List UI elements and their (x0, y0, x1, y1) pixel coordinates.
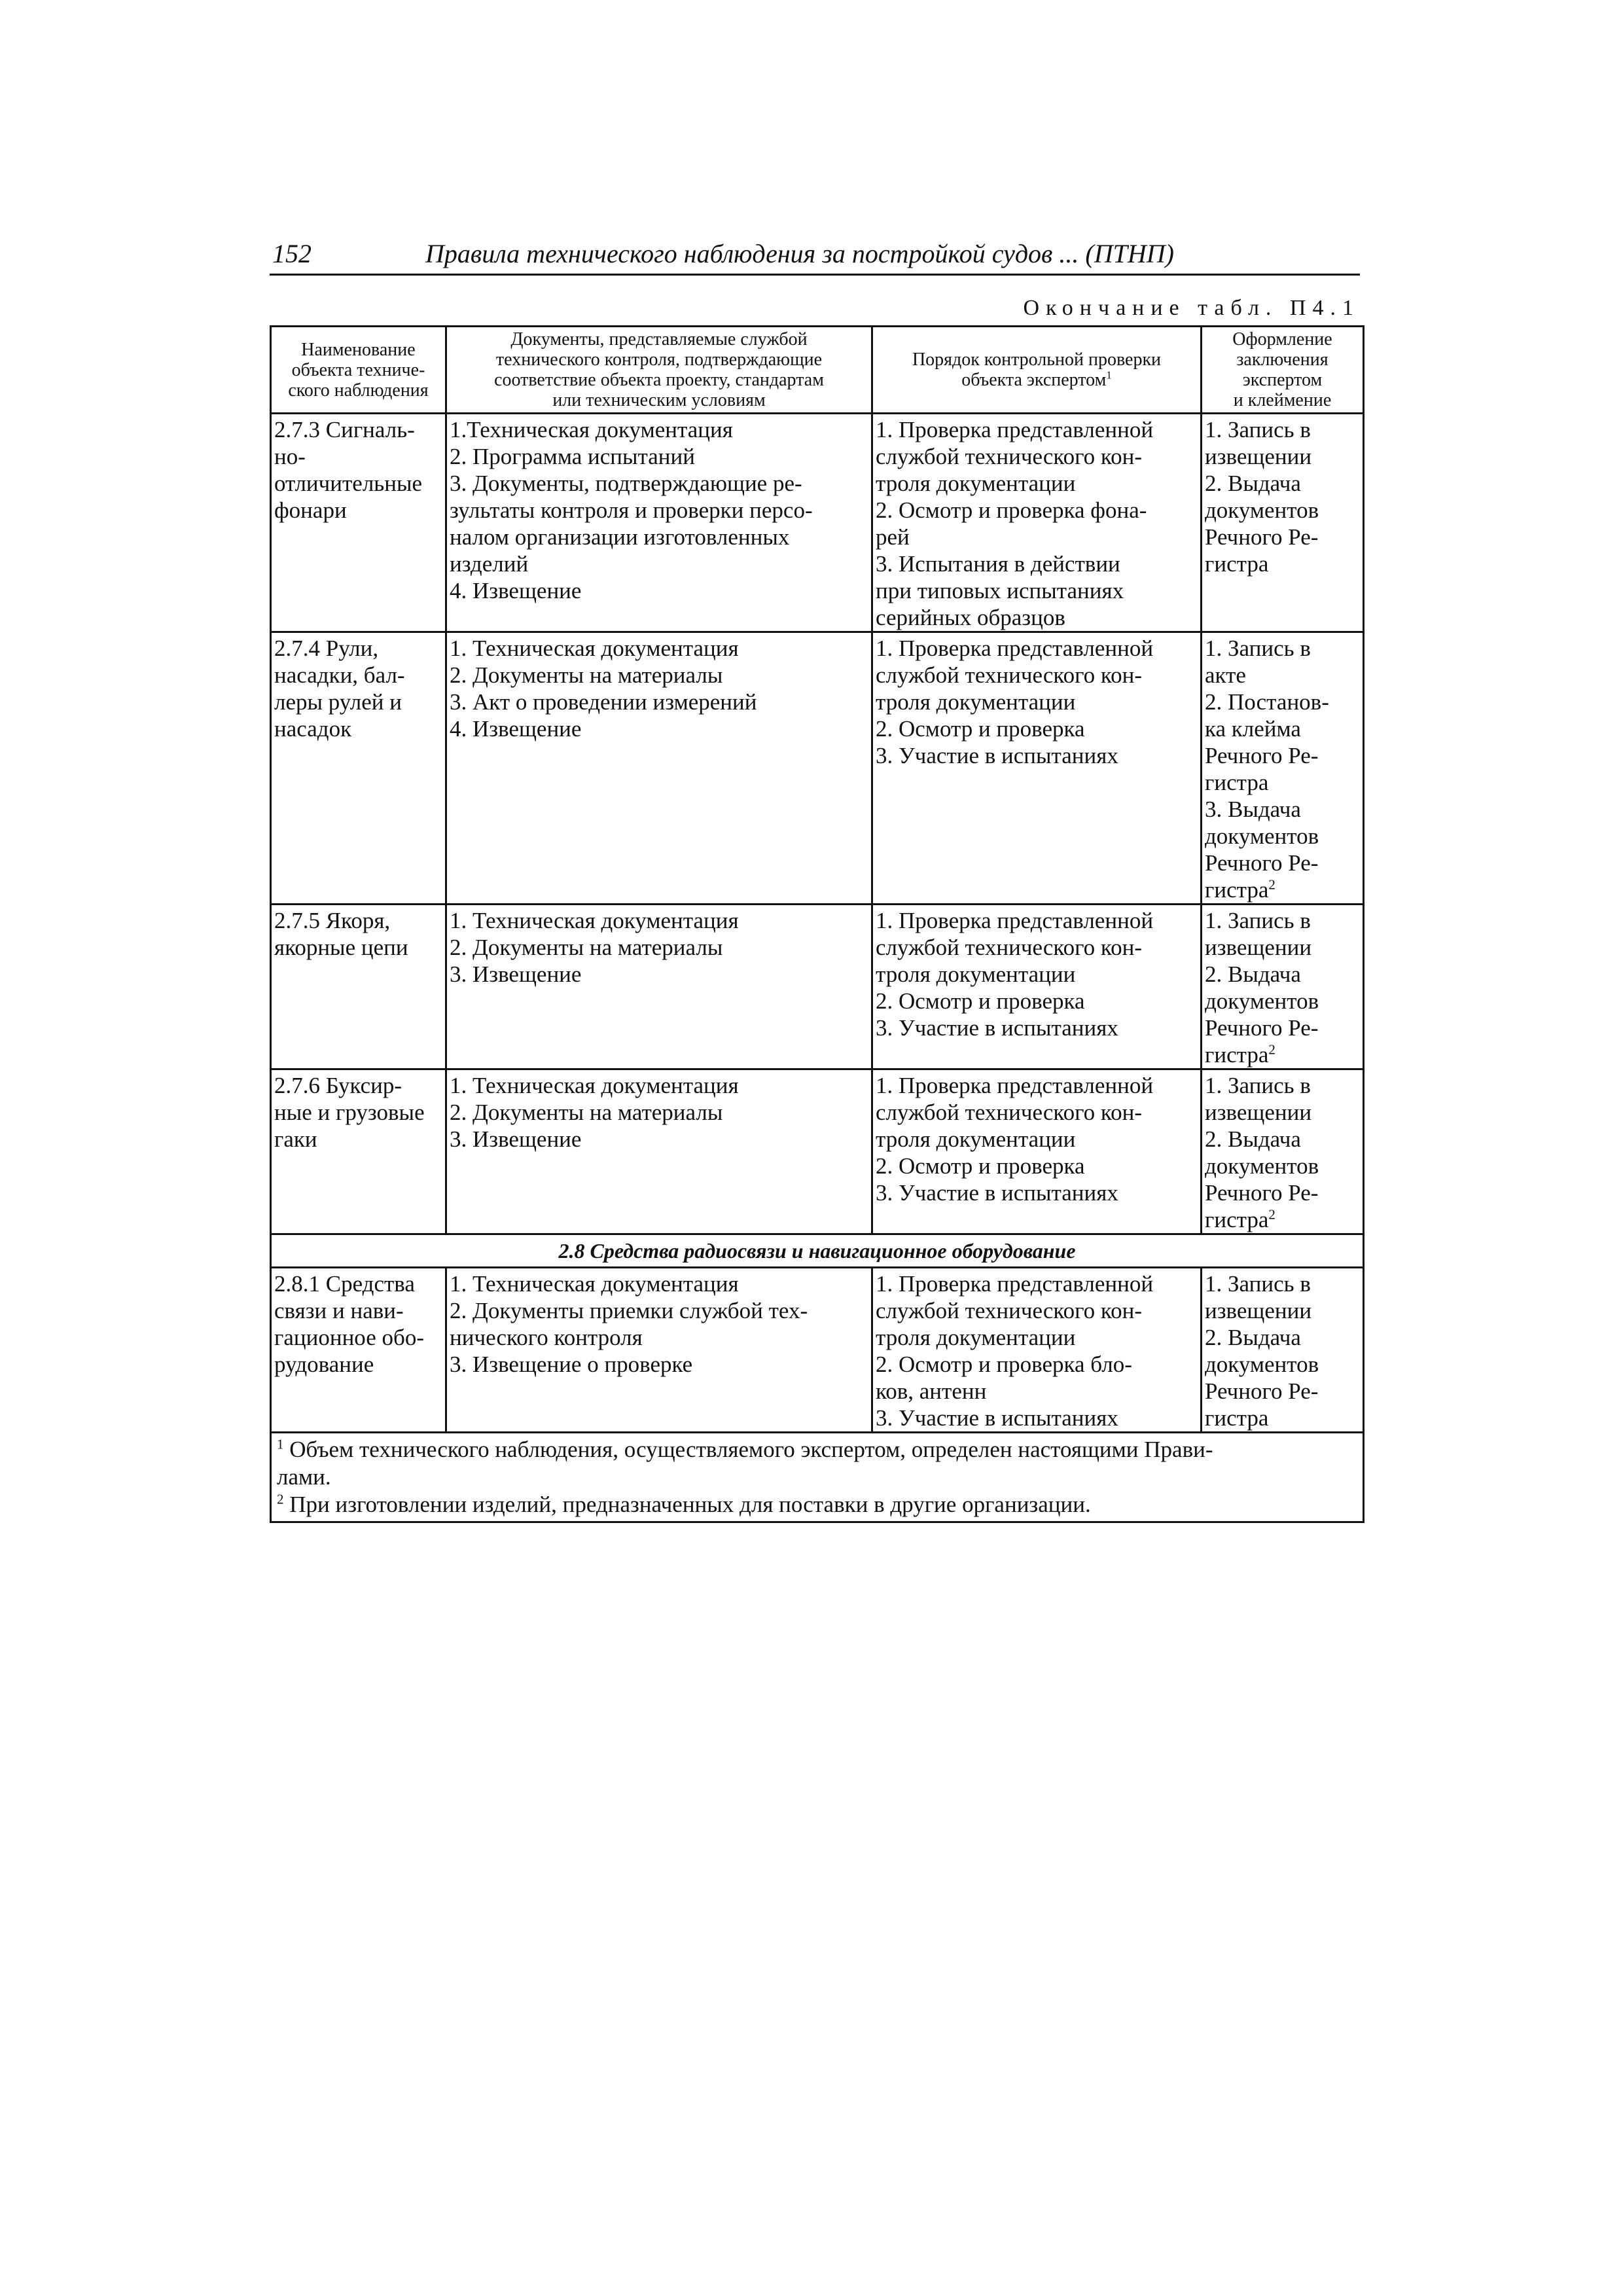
cell-line: зультаты контроля и проверки персо- (450, 497, 813, 523)
cell-line: 4. Извещение (450, 578, 582, 603)
cell-line: Речного Ре- (1205, 850, 1319, 876)
cell-line: гистра$^2$ (1205, 1206, 1275, 1232)
cell-line: 1. Запись в (1205, 908, 1311, 933)
conclusion-cell (1202, 414, 1364, 632)
table-row (271, 1268, 1364, 1433)
cell-line: 2. Осмотр и проверка (876, 988, 1085, 1014)
cell-line: ка клейма (1205, 716, 1301, 742)
cell-line: 2. Выдача (1205, 1325, 1301, 1350)
cell-line: или техническим условиям (552, 390, 766, 410)
footnote-mark: 2 (1268, 1041, 1275, 1058)
cell-line: службой технического кон- (876, 1100, 1142, 1125)
cell-line: нического контроля (450, 1325, 643, 1350)
cell-line: 2. Выдача (1205, 471, 1301, 496)
cell-line: 2. Программа испытаний (450, 444, 695, 469)
cell-line: службой технического кон- (876, 444, 1142, 469)
documents-cell (446, 1069, 872, 1234)
cell-line: заключения (1236, 350, 1329, 370)
procedure-cell (872, 632, 1202, 905)
cell-line: 1. Техническая документация (450, 1073, 739, 1098)
header-lines (448, 329, 870, 410)
column-header-procedure (872, 327, 1202, 414)
cell-line: документов (1205, 497, 1319, 523)
header-lines (1204, 329, 1361, 410)
cell-line: Речного Ре- (1205, 1378, 1319, 1404)
cell-line: троля документации (876, 1325, 1076, 1350)
cell-line: рей (876, 524, 910, 550)
cell-line: документов (1205, 1352, 1319, 1377)
cell-line: службой технического кон- (876, 662, 1142, 688)
table-caption: Окончание табл. П4.1 (1023, 296, 1360, 320)
section-row (271, 1234, 1364, 1268)
cell-line: и клеймение (1233, 390, 1332, 410)
footnote (277, 1436, 1357, 1491)
cell-line: ков, антенн (876, 1378, 987, 1404)
running-title: Правила технического наблюдения за постройкой судов ... (ПТНП) (425, 239, 1174, 268)
cell-line: троля документации (876, 471, 1076, 496)
cell-line: 3. Документы, подтверждающие ре- (450, 471, 802, 496)
cell-line: 2. Документы приемки службой тех- (450, 1298, 808, 1323)
cell-line: извещении (1205, 1298, 1312, 1323)
cell-line: 2.7.3 Сигналь- (274, 417, 415, 442)
cell-line: 3. Испытания в действии (876, 551, 1120, 577)
cell-line: троля документации (876, 689, 1076, 715)
table-row (271, 414, 1364, 632)
cell-line: при типовых испытаниях (876, 578, 1124, 603)
cell-line: документов (1205, 1153, 1319, 1179)
inspection-table (270, 325, 1364, 1523)
footnotes (271, 1433, 1364, 1522)
cell-line: 1. Техническая документация (450, 1271, 739, 1297)
cell-line: 1. Проверка представленной (876, 636, 1154, 661)
cell-line: ского наблюдения (288, 380, 429, 401)
cell-line: извещении (1205, 1100, 1312, 1125)
cell-line: 3. Участие в испытаниях (876, 743, 1118, 768)
column-header-conclusion (1202, 327, 1364, 414)
cell-line: экспертом (1242, 370, 1323, 390)
cell-line: 1.Техническая документация (450, 417, 733, 442)
cell-line: 2. Выдача (1205, 1126, 1301, 1152)
cell-line: извещении (1205, 444, 1312, 469)
cell-line: 3. Акт о проведении измерений (450, 689, 757, 715)
section-body (271, 1268, 1364, 1433)
cell-line: службой технического кон- (876, 1298, 1142, 1323)
cell-line: 3. Участие в испытаниях (876, 1180, 1118, 1206)
column-header-object (271, 327, 446, 414)
footnotes-row (271, 1433, 1364, 1522)
cell-line: 3. Извещение (450, 961, 582, 987)
cell-line: Речного Ре- (1205, 743, 1319, 768)
footnote-mark: 2 (1268, 1206, 1275, 1223)
cell-line: насадок (274, 716, 352, 742)
documents-cell (446, 905, 872, 1069)
header-lines (273, 340, 444, 401)
cell-line: 3. Участие в испытаниях (876, 1015, 1118, 1041)
cell-line: 1. Запись в (1205, 417, 1311, 442)
cell-line: 2. Документы на материалы (450, 662, 723, 688)
object-cell (271, 905, 446, 1069)
footnote-mark: 2 (1268, 876, 1275, 893)
cell-line: 2.7.4 Рули, (274, 636, 379, 661)
cell-line: Речного Ре- (1205, 1180, 1319, 1206)
cell-line: но- (274, 444, 306, 469)
cell-line: гистра (1205, 551, 1269, 577)
cell-line: налом организации изготовленных (450, 524, 790, 550)
cell-line: акте (1205, 662, 1246, 688)
cell-line: технического контроля, подтверждающие (495, 350, 823, 370)
cell-line: Оформление (1232, 329, 1332, 350)
column-header-documents (446, 327, 872, 414)
footnote-mark: 1 (277, 1436, 284, 1452)
footnotes-block (271, 1433, 1364, 1522)
table-header-row (271, 327, 1364, 414)
cell-line: якорные цепи (274, 935, 408, 960)
procedure-cell (872, 1069, 1202, 1234)
cell-line: извещении (1205, 935, 1312, 960)
cell-line: гистра$^2$ (1205, 876, 1275, 903)
cell-line: троля документации (876, 961, 1076, 987)
procedure-cell (872, 1268, 1202, 1433)
object-cell (271, 414, 446, 632)
cell-line: 3. Выдача (1205, 797, 1301, 822)
cell-line: 2. Осмотр и проверка (876, 716, 1085, 742)
cell-line: леры рулей и (274, 689, 402, 715)
cell-line: 2. Осмотр и проверка (876, 1153, 1085, 1179)
procedure-cell (872, 414, 1202, 632)
cell-line: 1. Техническая документация (450, 636, 739, 661)
cell-line: 1. Запись в (1205, 1271, 1311, 1297)
procedure-cell (872, 905, 1202, 1069)
cell-line: 2. Осмотр и проверка фона- (876, 497, 1147, 523)
cell-line: гистра$^2$ (1205, 1041, 1275, 1067)
conclusion-cell (1202, 905, 1364, 1069)
footnote-text: лами. (277, 1464, 331, 1490)
footnote-text: Объем технического наблюдения, осуществляемого экспертом, определен настоящими Прави- (283, 1437, 1213, 1462)
cell-line: насадки, бал- (274, 662, 405, 688)
section-block (271, 1234, 1364, 1268)
cell-line: 3. Извещение о проверке (450, 1352, 693, 1377)
cell-line: гистра (1205, 770, 1269, 795)
documents-cell (446, 414, 872, 632)
cell-line: 2. Документы на материалы (450, 935, 723, 960)
section-title: 2.8 Средства радиосвязи и навигационное оборудование (271, 1234, 1364, 1268)
cell-line: объекта экспертом$^1$ (961, 368, 1112, 390)
object-cell (271, 632, 446, 905)
conclusion-cell (1202, 1069, 1364, 1234)
cell-line: рудование (274, 1352, 374, 1377)
cell-line: 1. Запись в (1205, 1073, 1311, 1098)
cell-line: 2. Постанов- (1205, 689, 1329, 715)
cell-line: Наименование (301, 339, 416, 360)
footnote-mark: 2 (277, 1491, 284, 1507)
cell-line: службой технического кон- (876, 935, 1142, 960)
cell-line: соответствие объекта проекту, стандартам (494, 370, 824, 390)
cell-line: 3. Участие в испытаниях (876, 1405, 1118, 1431)
table-body (271, 414, 1364, 1234)
cell-line: документов (1205, 988, 1319, 1014)
object-cell (271, 1069, 446, 1234)
cell-line: 1. Запись в (1205, 636, 1311, 661)
cell-line: 2.7.6 Буксир- (274, 1073, 402, 1098)
cell-line: 2. Осмотр и проверка бло- (876, 1352, 1132, 1377)
cell-line: 2. Выдача (1205, 961, 1301, 987)
cell-line: документов (1205, 823, 1319, 849)
header-lines (874, 350, 1199, 390)
cell-line: 2. Документы на материалы (450, 1100, 723, 1125)
conclusion-cell (1202, 1268, 1364, 1433)
table-row (271, 632, 1364, 905)
documents-cell (446, 1268, 872, 1433)
running-header (270, 237, 1360, 276)
footnote-text: При изготовлении изделий, предназначенных для поставки в другие организации. (283, 1492, 1091, 1517)
cell-line: Речного Ре- (1205, 524, 1319, 550)
cell-line: гационное обо- (274, 1325, 424, 1350)
cell-line: 1. Проверка представленной (876, 1271, 1154, 1297)
footnote-mark: 1 (1106, 368, 1112, 382)
object-cell (271, 1268, 446, 1433)
cell-line: гаки (274, 1126, 317, 1152)
table-row (271, 905, 1364, 1069)
cell-line: 1. Проверка представленной (876, 417, 1154, 442)
cell-line: 3. Извещение (450, 1126, 582, 1152)
cell-line: Речного Ре- (1205, 1015, 1319, 1041)
cell-line: ные и грузовые (274, 1100, 425, 1125)
cell-line: Порядок контрольной проверки (912, 350, 1162, 370)
page-number: 152 (272, 239, 312, 268)
cell-line: 1. Проверка представленной (876, 908, 1154, 933)
cell-line: серийных образцов (876, 605, 1065, 630)
cell-line: отличительные (274, 471, 423, 496)
cell-line: 2.7.5 Якоря, (274, 908, 391, 933)
cell-line: гистра (1205, 1405, 1269, 1431)
cell-line: изделий (450, 551, 529, 577)
cell-line: 1. Техническая документация (450, 908, 739, 933)
conclusion-cell (1202, 632, 1364, 905)
cell-line: фонари (274, 497, 347, 523)
table-row (271, 1069, 1364, 1234)
cell-line: 4. Извещение (450, 716, 582, 742)
documents-cell (446, 632, 872, 905)
cell-line: 1. Проверка представленной (876, 1073, 1154, 1098)
cell-line: связи и нави- (274, 1298, 404, 1323)
cell-line: троля документации (876, 1126, 1076, 1152)
cell-line: объекта техниче- (291, 359, 425, 380)
cell-line: 2.8.1 Средства (274, 1271, 415, 1297)
cell-line: Документы, представляемые службой (510, 329, 808, 350)
footnote (277, 1491, 1357, 1518)
